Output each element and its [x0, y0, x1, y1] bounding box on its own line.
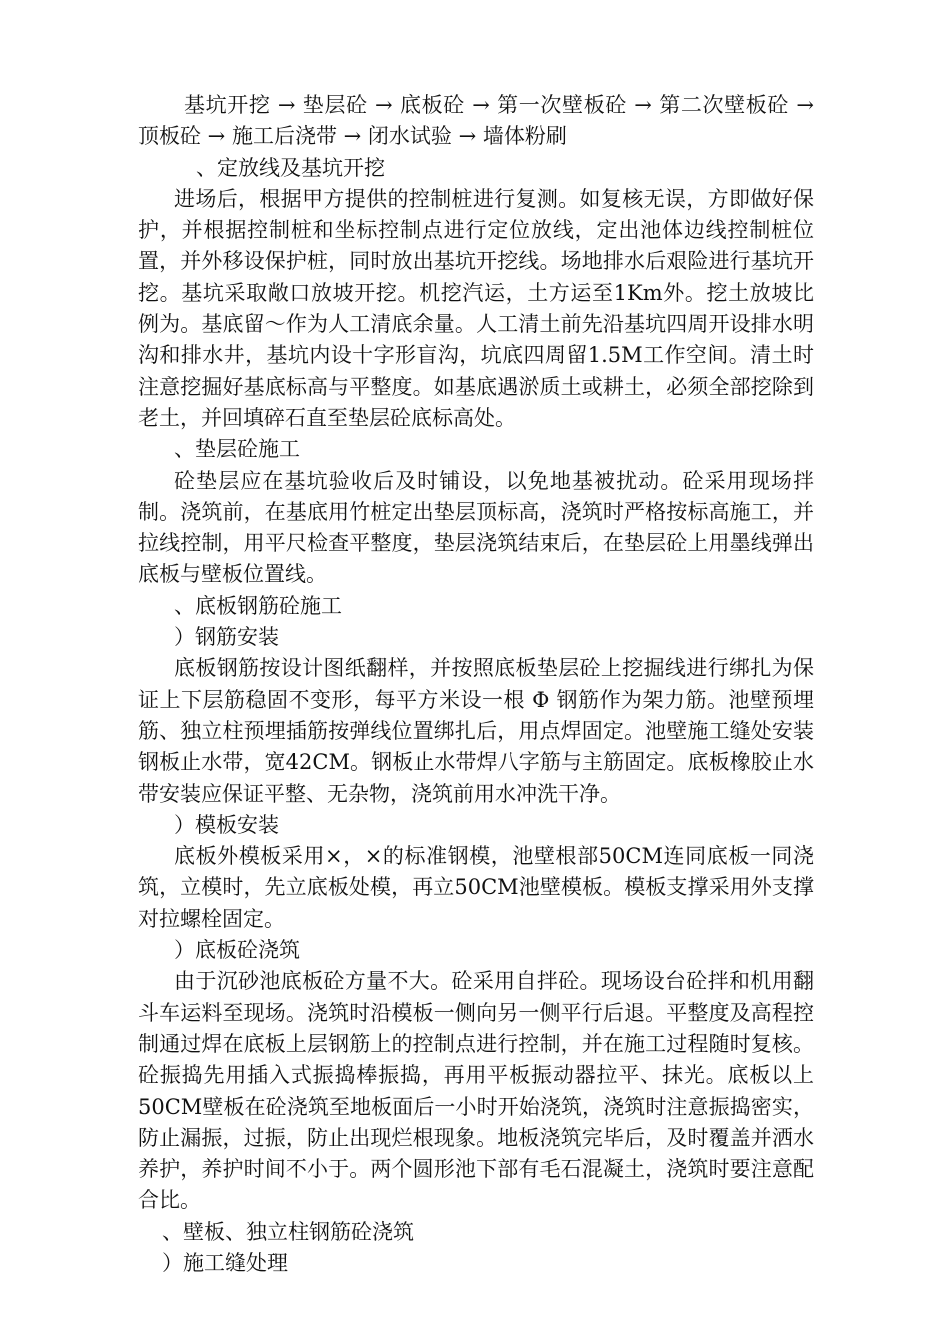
subheading-slab-pouring: ）底板砼浇筑 [174, 938, 300, 963]
paragraph-cushion: 砼垫层应在基坑验收后及时铺设，以免地基被扰动。砼采用现场拌制。浇筑前，在基底用竹桩定出垫层顶标高，浇筑时严格按标高施工，并拉线控制，用平尺检查平整度，垫层浇筑结束后，在垫层砼上用墨线弹出底板与壁板位置线。 [138, 468, 814, 587]
process-flow-paragraph: 基坑开挖 → 垫层砼 → 底板砼 → 第一次壁板砼 → 第二次壁板砼 → 顶板砼 → 施工后浇带 → 闭水试验 → 墙体粉刷 [138, 93, 814, 149]
document-page [138, 90, 814, 1279]
section-heading-layout-excavation: 、定放线及基坑开挖 [196, 155, 385, 180]
paragraph-excavation: 进场后，根据甲方提供的控制桩进行复测。如复核无误，方即做好保护，并根据控制桩和坐标控制点进行定位放线，定出池体边线控制桩位置，并外移设保护桩，同时放出基坑开挖线。场地排水后艰险进行基坑开挖。基坑采取敞口放坡开挖。机挖汽运，土方运至1Km外。挖土放坡比例为。基底留～作为人工清底余量。人工清土前先沿基坑四周开设排水明沟和排水井，基坑内设十字形盲沟，坑底四周留1.5M工作空间。清土时注意挖掘好基底标高与平整度。如基底遇淤质土或耕土，必须全部挖除到老土，并回填碎石直至垫层砼底标高处。 [138, 186, 814, 430]
subheading-construction-joint: ）施工缝处理 [162, 1250, 288, 1275]
section-heading-base-slab: 、底板钢筋砼施工 [174, 593, 342, 618]
subheading-formwork: ）模板安装 [174, 812, 279, 837]
section-heading-wall-column: 、壁板、独立柱钢筋砼浇筑 [162, 1219, 414, 1244]
paragraph-formwork: 底板外模板采用×，×的标准钢模，池壁根部50CM连同底板一同浇筑，立模时，先立底板处模，再立50CM池壁模板。模板支撑采用外支撑对拉螺栓固定。 [138, 844, 814, 931]
paragraph-slab-pouring: 由于沉砂池底板砼方量不大。砼采用自拌砼。现场设台砼拌和机用翻斗车运料至现场。浇筑时沿模板一侧向另一侧平行后退。平整度及高程控制通过焊在底板上层钢筋上的控制点进行控制，并在施工过程随时复核。砼振捣先用插入式振捣棒振捣，再用平板振动器拉平、抹光。底板以上50CM壁板在砼浇筑至地板面后一小时开始浇筑，浇筑时注意振捣密实，防止漏振，过振，防止出现烂根现象。地板浇筑完毕后，及时覆盖并洒水养护，养护时间不小于。两个圆形池下部有毛石混凝土，浇筑时要注意配合比。 [138, 969, 814, 1213]
paragraph-rebar: 底板钢筋按设计图纸翻样，并按照底板垫层砼上挖掘线进行绑扎为保证上下层筋稳固不变形，每平方米设一根 Φ 钢筋作为架力筋。池壁预埋筋、独立柱预埋插筋按弹线位置绑扎后，用点焊固定。池壁施工缝处安装钢板止水带，宽42CM。钢板止水带焊八字筋与主筋固定。底板橡胶止水带安装应保证平整、无杂物，浇筑前用水冲洗干净。 [138, 656, 814, 806]
subheading-rebar: ）钢筋安装 [174, 625, 279, 650]
section-heading-cushion: 、垫层砼施工 [174, 437, 300, 462]
